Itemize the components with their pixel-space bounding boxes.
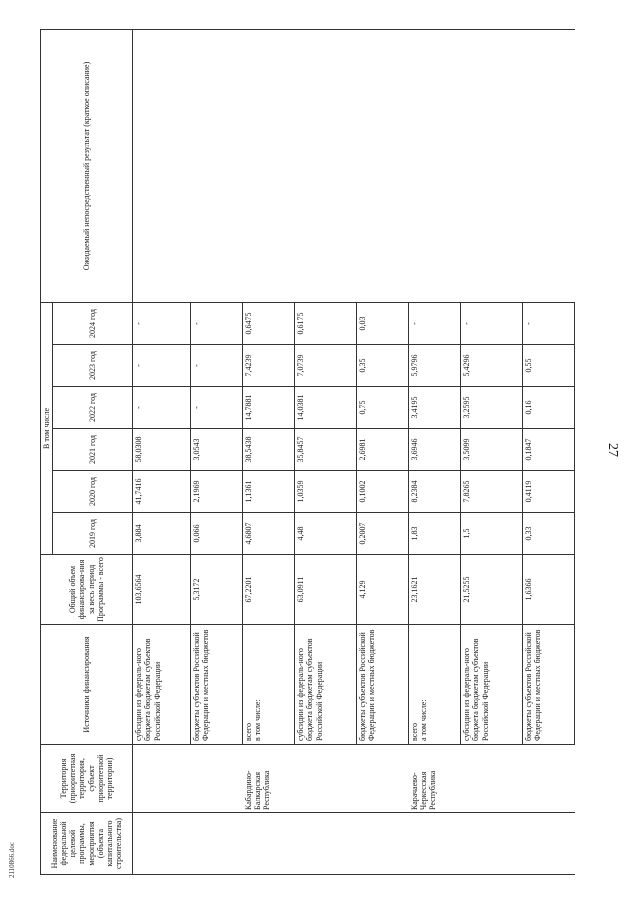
cell-y2021: 35,8457 <box>295 429 357 471</box>
cell-name <box>295 813 357 875</box>
footer-filename: 2110866.doc <box>8 841 16 879</box>
cell-y2023: 0,55 <box>523 345 575 387</box>
cell-y2023: - <box>191 345 243 387</box>
cell-name <box>243 813 295 875</box>
cell-name <box>357 813 409 875</box>
cell-territory <box>295 745 357 813</box>
cell-y2024: - <box>523 302 575 344</box>
cell-source: субсидии из федераль-ного бюджета бюджетам субъектов Российской Федерации <box>295 625 357 745</box>
cell-total: 23,1621 <box>409 555 461 625</box>
cell-y2022: 3,2595 <box>461 387 523 429</box>
cell-territory: Карачаево-Черкесская Республика <box>409 745 461 813</box>
cell-territory: Кабардино-Балкарская Республика <box>243 745 295 813</box>
header-inclusive: В том числе <box>41 302 53 554</box>
cell-y2021: 2,6981 <box>357 429 409 471</box>
cell-y2019: 4,48 <box>295 513 357 555</box>
cell-source: бюджеты субъектов Российской Федерации и местных бюджетов <box>191 625 243 745</box>
header-year-2020: 2020 год <box>53 471 133 513</box>
header-year-2024: 2024 год <box>53 302 133 344</box>
cell-total: 21,5255 <box>461 555 523 625</box>
cell-source: субсидии из федераль-ного бюджета бюджетам субъектов Российской Федерации <box>133 625 191 745</box>
cell-y2020: 1,1361 <box>243 471 295 513</box>
cell-result <box>357 29 409 302</box>
cell-territory <box>191 745 243 813</box>
cell-y2020: 8,2384 <box>409 471 461 513</box>
rotated-table-container <box>40 30 595 875</box>
cell-name <box>409 813 461 875</box>
cell-y2021: 0,1847 <box>523 429 575 471</box>
page-number: 27 <box>605 443 620 457</box>
cell-y2022: - <box>191 387 243 429</box>
header-year-2019: 2019 год <box>53 513 133 555</box>
cell-y2022: 0,16 <box>523 387 575 429</box>
cell-y2024: - <box>133 302 191 344</box>
table-row <box>295 29 357 874</box>
cell-territory <box>461 745 523 813</box>
cell-y2022: - <box>133 387 191 429</box>
cell-y2020: 41,7416 <box>133 471 191 513</box>
table-row <box>461 29 523 874</box>
table-row <box>409 29 461 874</box>
cell-source: бюджеты субъектов Российской Федерации и местных бюджетов <box>357 625 409 745</box>
cell-y2019: 4,6807 <box>243 513 295 555</box>
cell-result <box>243 29 295 302</box>
table-row <box>191 29 243 874</box>
cell-name <box>523 813 575 875</box>
header-territory: Территория (приоритетная территория, субъект приоритетной территории) <box>41 745 133 813</box>
header-result: Ожидаемый непосредственный результат (краткое описание) <box>41 29 133 302</box>
cell-y2019: 3,884 <box>133 513 191 555</box>
table-row <box>357 29 409 874</box>
cell-territory <box>357 745 409 813</box>
cell-y2021: 58,0308 <box>133 429 191 471</box>
cell-total: 67,2201 <box>243 555 295 625</box>
cell-territory <box>133 745 191 813</box>
cell-y2023: 7,0739 <box>295 345 357 387</box>
cell-result <box>523 29 575 302</box>
cell-y2024: - <box>191 302 243 344</box>
header-name: Наименование федеральной целевой программы, мероприятия (объекта капитального строительства) <box>41 813 133 875</box>
cell-territory <box>523 745 575 813</box>
cell-y2024: - <box>409 302 461 344</box>
cell-y2022: 3,4195 <box>409 387 461 429</box>
header-year-2021: 2021 год <box>53 429 133 471</box>
header-year-2022: 2022 год <box>53 387 133 429</box>
table-row <box>243 29 295 874</box>
cell-total: 1,6366 <box>523 555 575 625</box>
table-row <box>133 29 191 874</box>
cell-name <box>461 813 523 875</box>
cell-y2023: - <box>133 345 191 387</box>
cell-y2021: 3,0543 <box>191 429 243 471</box>
cell-name <box>191 813 243 875</box>
cell-source: всего а том числе: <box>409 625 461 745</box>
cell-y2020: 0,1002 <box>357 471 409 513</box>
cell-y2023: 5,9796 <box>409 345 461 387</box>
cell-y2023: 0,35 <box>357 345 409 387</box>
cell-y2021: 3,6946 <box>409 429 461 471</box>
cell-source: бюджеты субъектов Российской Федерации и местных бюджетов <box>523 625 575 745</box>
financing-table <box>40 29 575 875</box>
cell-result <box>461 29 523 302</box>
cell-y2021: 38,5438 <box>243 429 295 471</box>
cell-y2023: 7,4239 <box>243 345 295 387</box>
cell-total: 103,6564 <box>133 555 191 625</box>
header-total: Общий объем финансирова-ния за весь период Программы - всего <box>41 555 133 625</box>
cell-y2019: 1,83 <box>409 513 461 555</box>
cell-y2020: 7,8265 <box>461 471 523 513</box>
cell-y2019: 0,2007 <box>357 513 409 555</box>
cell-y2022: 14,0381 <box>295 387 357 429</box>
cell-y2019: 0,066 <box>191 513 243 555</box>
cell-result <box>409 29 461 302</box>
cell-source: всего в том числе: <box>243 625 295 745</box>
cell-y2024: 0,6175 <box>295 302 357 344</box>
header-year-2023: 2023 год <box>53 345 133 387</box>
cell-total: 63,0911 <box>295 555 357 625</box>
cell-result <box>295 29 357 302</box>
cell-source: субсидии из федераль-ного бюджета бюджетам субъектов Российской Федерации <box>461 625 523 745</box>
cell-y2022: 14,7881 <box>243 387 295 429</box>
cell-y2024: 0,6475 <box>243 302 295 344</box>
cell-y2019: 0,33 <box>523 513 575 555</box>
cell-result <box>133 29 191 302</box>
cell-y2023: 5,4296 <box>461 345 523 387</box>
header-sources: Источники финансирования <box>41 625 133 745</box>
cell-y2024: 0,03 <box>357 302 409 344</box>
cell-y2020: 0,4119 <box>523 471 575 513</box>
cell-y2019: 1,5 <box>461 513 523 555</box>
cell-total: 4,129 <box>357 555 409 625</box>
cell-y2021: 3,5099 <box>461 429 523 471</box>
cell-total: 5,3172 <box>191 555 243 625</box>
cell-result <box>191 29 243 302</box>
cell-name <box>133 813 191 875</box>
cell-y2020: 1,0359 <box>295 471 357 513</box>
cell-y2024: - <box>461 302 523 344</box>
cell-y2020: 2,1969 <box>191 471 243 513</box>
cell-y2022: 0,75 <box>357 387 409 429</box>
table-row <box>523 29 575 874</box>
